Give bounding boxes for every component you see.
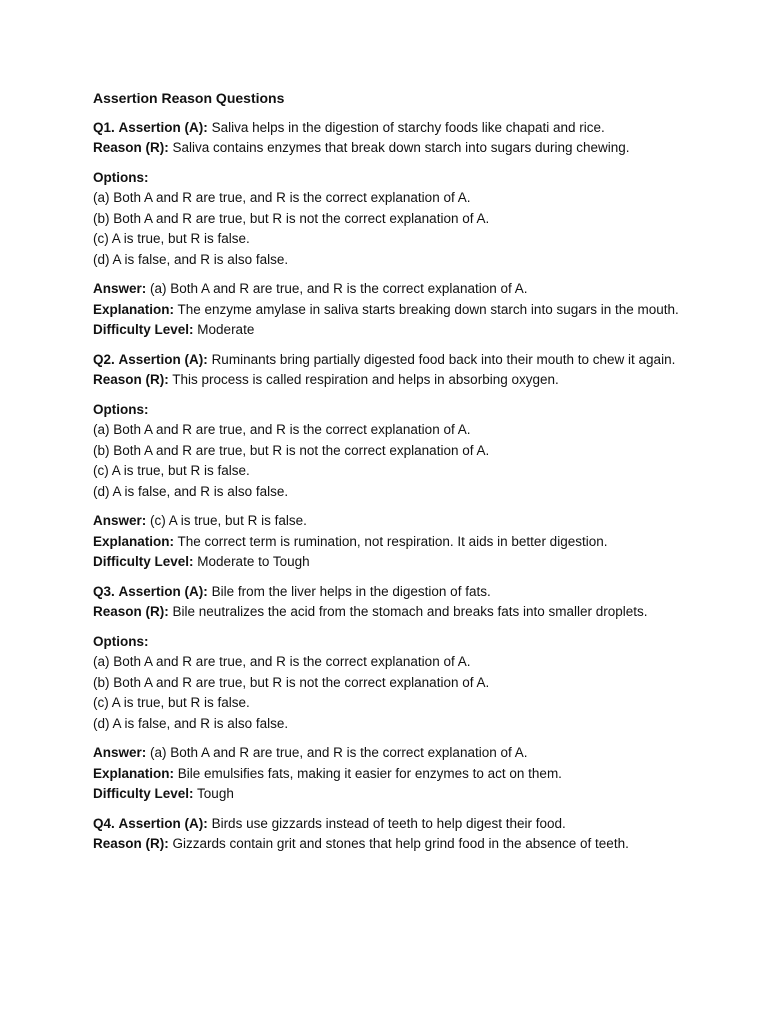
question-3-reason	[93, 602, 688, 623]
reason-text: This process is called respiration and helps in absorbing oxygen.	[172, 372, 559, 387]
option-b: (b) Both A and R are true, but R is not the correct explanation of A.	[93, 674, 490, 690]
difficulty-line	[93, 552, 688, 573]
explanation-text: Bile emulsifies fats, making it easier for enzymes to act on them.	[177, 765, 562, 781]
question-3-number: Q3.	[93, 583, 115, 599]
question-4-reason	[93, 834, 688, 855]
question-4-assertion	[93, 814, 688, 835]
assertion-text: Birds use gizzards instead of teeth to help digest their food.	[211, 815, 566, 831]
question-1-answer-block	[93, 279, 688, 341]
question-2-assertion	[93, 350, 688, 371]
question-4-number: Q4.	[93, 815, 115, 831]
question-4-statement	[93, 814, 688, 855]
question-2-number: Q2.	[93, 351, 115, 367]
reason-label: Reason (R):	[93, 604, 169, 619]
question-3-options	[93, 632, 688, 735]
explanation-line	[93, 300, 688, 321]
difficulty-text: Moderate	[197, 322, 255, 337]
assertion-label: Assertion (A):	[118, 119, 208, 135]
answer-label: Answer:	[93, 281, 147, 296]
difficulty-label: Difficulty Level:	[93, 554, 194, 569]
reason-label: Reason (R):	[93, 140, 169, 155]
question-2-reason	[93, 370, 688, 391]
assertion-label: Assertion (A):	[118, 583, 208, 599]
option-d: (d) A is false, and R is also false.	[93, 251, 289, 267]
assertion-text: Saliva helps in the digestion of starchy foods like chapati and rice.	[211, 119, 605, 135]
explanation-label: Explanation:	[93, 533, 175, 549]
options-heading: Options:	[93, 633, 149, 649]
difficulty-line	[93, 784, 688, 805]
option-c: (c) A is true, but R is false.	[93, 231, 250, 246]
answer-text: (a) Both A and R are true, and R is the correct explanation of A.	[150, 745, 528, 760]
answer-line	[93, 743, 688, 764]
explanation-line	[93, 764, 688, 785]
difficulty-label: Difficulty Level:	[93, 786, 194, 801]
explanation-label: Explanation:	[93, 301, 175, 317]
question-1-number: Q1.	[93, 119, 115, 135]
answer-label: Answer:	[93, 745, 147, 760]
assertion-text: Ruminants bring partially digested food back into their mouth to chew it again.	[211, 351, 676, 367]
difficulty-text: Moderate to Tough	[197, 554, 310, 569]
question-1-assertion	[93, 118, 688, 139]
question-3-answer-block	[93, 743, 688, 805]
reason-text: Gizzards contain grit and stones that help grind food in the absence of teeth.	[172, 836, 629, 851]
assertion-label: Assertion (A):	[118, 351, 208, 367]
option-d: (d) A is false, and R is also false.	[93, 715, 289, 731]
question-2-statement	[93, 350, 688, 391]
option-d: (d) A is false, and R is also false.	[93, 483, 289, 499]
explanation-text: The enzyme amylase in saliva starts breaking down starch into sugars in the mouth.	[177, 301, 679, 317]
answer-line	[93, 279, 688, 300]
difficulty-label: Difficulty Level:	[93, 322, 194, 337]
assertion-label: Assertion (A):	[118, 815, 208, 831]
question-3-assertion	[93, 582, 688, 603]
difficulty-text: Tough	[197, 786, 234, 801]
option-a: (a) Both A and R are true, and R is the correct explanation of A.	[93, 190, 471, 205]
option-b: (b) Both A and R are true, but R is not the correct explanation of A.	[93, 210, 490, 226]
question-4	[93, 814, 688, 855]
options-heading: Options:	[93, 401, 149, 417]
explanation-line	[93, 532, 688, 553]
document-title: Assertion Reason Questions	[93, 90, 285, 106]
question-3	[93, 582, 688, 805]
reason-text: Saliva contains enzymes that break down starch into sugars during chewing.	[172, 140, 630, 155]
reason-text: Bile neutralizes the acid from the stomach and breaks fats into smaller droplets.	[172, 604, 648, 619]
difficulty-line	[93, 320, 688, 341]
answer-text: (a) Both A and R are true, and R is the correct explanation of A.	[150, 281, 528, 296]
answer-line	[93, 511, 688, 532]
explanation-text: The correct term is rumination, not respiration. It aids in better digestion.	[177, 533, 608, 549]
option-b: (b) Both A and R are true, but R is not the correct explanation of A.	[93, 442, 490, 458]
answer-label: Answer:	[93, 513, 147, 528]
assertion-text: Bile from the liver helps in the digestion of fats.	[211, 583, 491, 599]
question-2-options	[93, 400, 688, 503]
question-2	[93, 350, 688, 573]
option-a: (a) Both A and R are true, and R is the correct explanation of A.	[93, 422, 471, 437]
question-2-answer-block	[93, 511, 688, 573]
option-a: (a) Both A and R are true, and R is the correct explanation of A.	[93, 654, 471, 669]
question-1-reason	[93, 138, 688, 159]
option-c: (c) A is true, but R is false.	[93, 695, 250, 710]
reason-label: Reason (R):	[93, 836, 169, 851]
option-c: (c) A is true, but R is false.	[93, 463, 250, 478]
question-1	[93, 118, 688, 341]
answer-text: (c) A is true, but R is false.	[150, 513, 307, 528]
question-1-options	[93, 168, 688, 271]
question-1-statement	[93, 118, 688, 159]
explanation-label: Explanation:	[93, 765, 175, 781]
reason-label: Reason (R):	[93, 372, 169, 387]
question-3-statement	[93, 582, 688, 623]
options-heading: Options:	[93, 169, 149, 185]
